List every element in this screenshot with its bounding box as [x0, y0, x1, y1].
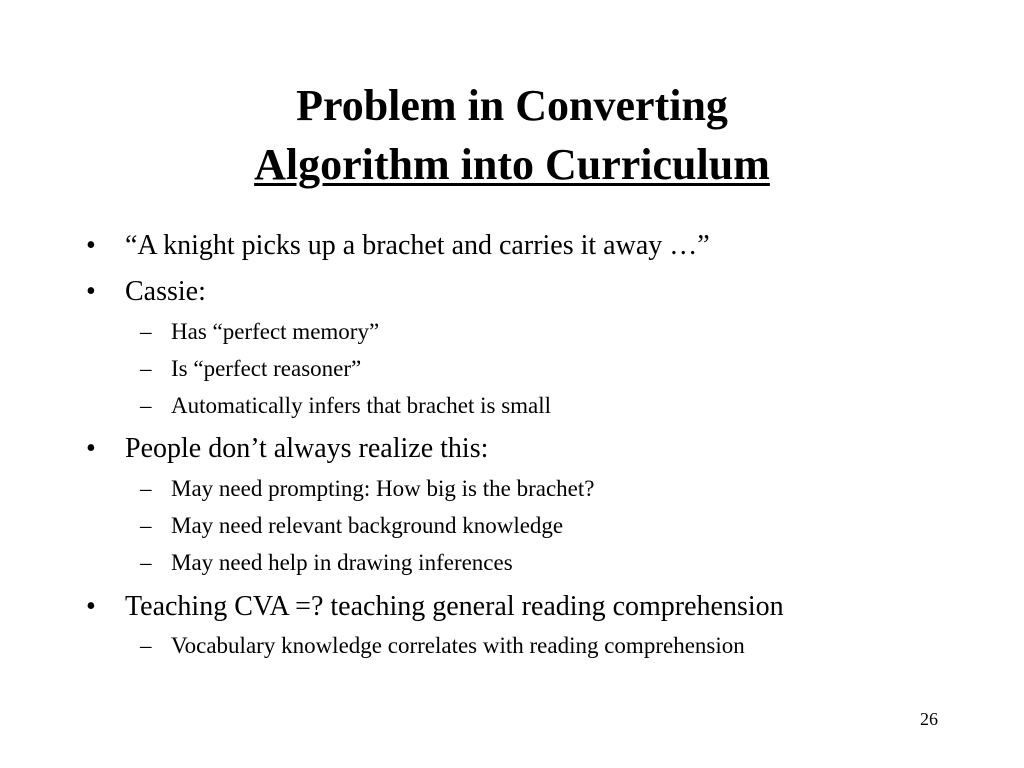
sub-bullet-marker: –: [140, 550, 152, 575]
bullet-text: People don’t always realize this:: [125, 433, 489, 464]
sub-bullet-marker: –: [140, 319, 152, 344]
bullet-marker: •: [86, 433, 96, 464]
sub-bullet-text: May need help in drawing inferences: [171, 550, 513, 575]
bullet-text: “A knight picks up a brachet and carries it away …”: [125, 230, 710, 261]
bullet-marker: •: [86, 591, 96, 622]
sub-bullet-marker: –: [140, 513, 152, 538]
sub-bullet-text: Has “perfect memory”: [171, 319, 380, 344]
bullet-marker: •: [86, 276, 96, 307]
sub-bullet-marker: –: [140, 633, 152, 658]
bullet-marker: •: [86, 230, 96, 261]
sub-bullet-text: May need relevant background knowledge: [171, 513, 564, 538]
slide-title-line-2: [0, 139, 1024, 191]
bullet-text: Cassie:: [125, 276, 206, 307]
sub-bullet-text: Automatically infers that brachet is small: [171, 393, 552, 418]
slide-page-number: 26: [920, 709, 938, 729]
sub-bullet-marker: –: [140, 393, 152, 418]
sub-bullet-marker: –: [140, 356, 152, 381]
slide-title-line-1: Problem in Converting: [296, 81, 728, 130]
slide-title-underlined: Algorithm into Curriculum: [254, 140, 770, 189]
sub-bullet-text: Vocabulary knowledge correlates with reading comprehension: [171, 633, 745, 658]
bullet-text: Teaching CVA =? teaching general reading comprehension: [125, 591, 784, 622]
sub-bullet-marker: –: [140, 476, 152, 501]
sub-bullet-text: May need prompting: How big is the brachet?: [171, 476, 595, 501]
sub-bullet-text: Is “perfect reasoner”: [171, 356, 362, 381]
